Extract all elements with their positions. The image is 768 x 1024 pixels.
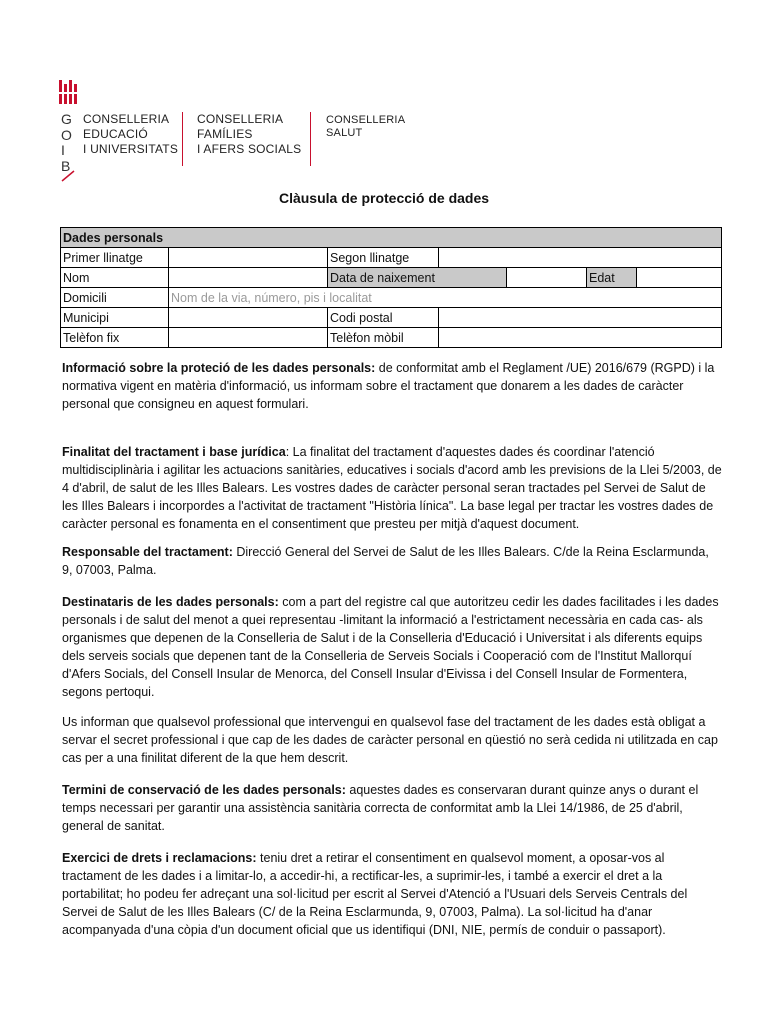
second-surname-label: Segon llinatge xyxy=(328,248,439,268)
dept-line-text: EDUCACIÓ xyxy=(83,127,148,141)
dept-salut xyxy=(326,114,405,140)
retention-title: Termini de conservació de les dades personals: xyxy=(62,783,346,797)
dept-divider xyxy=(310,112,311,166)
first-surname-label: Primer llinatge xyxy=(61,248,169,268)
dept-divider xyxy=(182,112,183,166)
retention-text: aquestes dades es conservaran durant quinze anys o durant el temps necessari per garantir una assistència sanitària correcta de conformitat amb la Llei 14/1986, de 25 d'abril, general de sanitat. xyxy=(62,783,699,833)
recipients-paragraph xyxy=(62,593,722,701)
first-surname-field[interactable] xyxy=(169,248,328,268)
landline-label: Telèfon fix xyxy=(61,328,169,348)
address-label: Domicili xyxy=(61,288,169,308)
dept-line-text: CONSELLERIA xyxy=(197,112,284,126)
goib-letter: I xyxy=(61,142,65,158)
goib-slash-icon xyxy=(61,170,75,182)
controller-title: Responsable del tractament: xyxy=(62,545,233,559)
birth-date-field[interactable] xyxy=(507,268,587,288)
dept-line-text: FAMÍLIES xyxy=(197,127,253,141)
purpose-paragraph xyxy=(62,443,722,533)
second-surname-field[interactable] xyxy=(439,248,722,268)
address-field[interactable]: Nom de la via, número, pis i localitat xyxy=(169,288,722,308)
dept-educacio xyxy=(83,112,178,157)
info-text: de conformitat amb el Reglament /UE) 2016/679 (RGPD) i la normativa vigent en matèria d'informació, us informam sobre el tractament que donarem a les dades de caràcter personal que consigneu en aquest formulari. xyxy=(62,361,715,411)
dept-line-text: SALUT xyxy=(326,127,363,139)
goib-letter: O xyxy=(61,126,72,143)
mobile-field[interactable] xyxy=(439,328,722,348)
goib-letter: B xyxy=(61,157,71,174)
personal-data-form xyxy=(60,227,722,348)
goib-logo xyxy=(58,78,418,188)
dept-families xyxy=(197,112,301,157)
birth-date-label: Data de naixement xyxy=(328,268,507,288)
rights-paragraph xyxy=(62,849,722,939)
age-label: Edat xyxy=(587,268,637,288)
age-field[interactable] xyxy=(637,268,722,288)
municipality-label: Municipi xyxy=(61,308,169,328)
retention-paragraph xyxy=(62,781,722,835)
purpose-title: Finalitat del tractament i base jurídica xyxy=(62,445,286,459)
controller-paragraph xyxy=(62,543,722,579)
secrecy-paragraph: Us informan que qualsevol professional que intervengui en qualsevol fase del tractament de les dades està obligat a servar el secret professional i que cap de les dades de caràcter personal en qüestió no serà cedida ni utilitzada en cap cas per a una finilitat diferent de la que hem descrit. xyxy=(62,715,718,765)
municipality-field[interactable] xyxy=(169,308,328,328)
landline-field[interactable] xyxy=(169,328,328,348)
dept-line-text: CONSELLERIA xyxy=(83,112,170,126)
postal-code-field[interactable] xyxy=(439,308,722,328)
name-field[interactable] xyxy=(169,268,328,288)
dept-line-text: CONSELLERIA xyxy=(326,114,406,126)
page-title: Clàusula de protecció de dades xyxy=(278,190,490,206)
goib-letter: G xyxy=(61,111,72,127)
rights-text: teniu dret a retirar el consentiment en qualsevol moment, a oposar-vos al tractament de les dades i a limitar-lo, a accedir-hi, a rectificar-les, a suprimir-les, i també a exercir el dret a la portabilitat; ho podeu fer adreçant una sol·licitud per escrit al Servei d'Atenció a l'Usuari dels Serveis Centrals del Servei de Salut de les Illes Balears (C/ de la Reina Esclarmunda, 9, 07003, Palma). La sol·licitud ha d'anar acompanyada d'una còpia d'un document oficial que us identifiqui (DNI, NIE, permís de conduir o passaport). xyxy=(62,851,688,937)
rights-title: Exercici de drets i reclamacions: xyxy=(62,851,257,865)
name-label: Nom xyxy=(61,268,169,288)
dept-line-text: I AFERS SOCIALS xyxy=(197,142,302,156)
mobile-label: Telèfon mòbil xyxy=(328,328,439,348)
recipients-title: Destinataris de les dades personals: xyxy=(62,595,279,609)
purpose-text: : La finalitat del tractament d'aquestes dades és coordinar l'atenció multidisciplinària i agilitar les actuacions sanitàries, educatives i socials d'acord amb les previsions de la Llei 5/2003, de 4 d'abril, de salut de les Illes Balears. Les vostres dades de caràcter personal seran tractades pel Servei de Salut de les Illes Balears i incorpordes a l'activitat de tractament "Història línica". La base legal per tractar les vostres dades de caràcter personal es fonamenta en el consentiment que presteu per mitjà d'aquest document. xyxy=(62,445,722,531)
goib-letters xyxy=(61,112,77,174)
info-paragraph xyxy=(62,359,722,413)
form-header: Dades personals xyxy=(61,228,722,248)
postal-code-label: Codi postal xyxy=(328,308,439,328)
goib-emblem-icon xyxy=(58,78,80,106)
controller-text: Direcció General del Servei de Salut de les Illes Balears. C/de la Reina Esclarmunda, 9, 07003, Palma. xyxy=(62,545,709,577)
dept-line-text: I UNIVERSITATS xyxy=(83,142,179,156)
info-title: Informació sobre la proteció de les dades personals: xyxy=(62,361,376,375)
recipients-text: com a part del registre cal que autoritzeu cedir les dades facilitades i les dades personals i de salut del menot a quei representau -limitant la informació a l'estrictament necessària en cada cas- als organismes que depenen de la Conselleria de Salut i de la Conselleria d'Educació i Universitat i als diferents equips dels serveis socials que depenen tant de la Conselleria de Serveis Socials i Cooperació com de l'Institut Mallorquí d'Afers Socials, del Consell Insular de Menorca, del Consell Insular d'Eivissa i del Consell Insular de Formentera, segons pertoqui. xyxy=(62,595,719,699)
